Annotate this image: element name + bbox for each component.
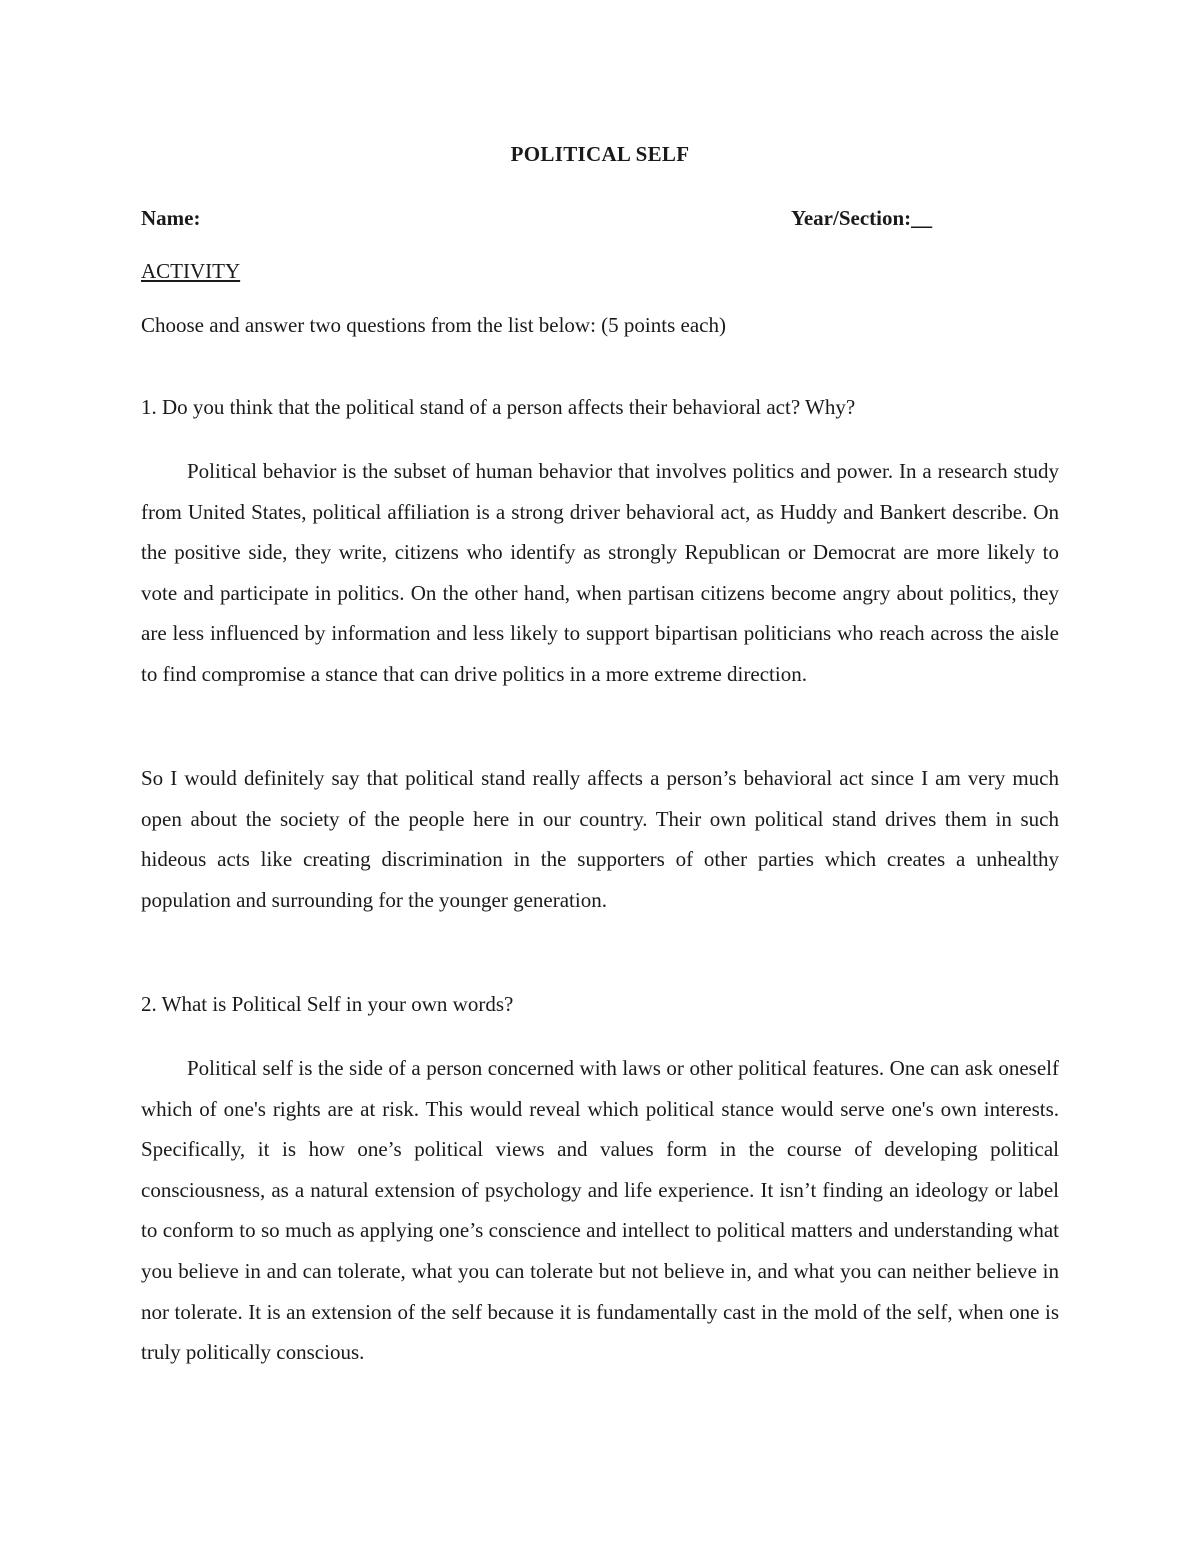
answer-1-paragraph-1: Political behavior is the subset of human behavior that involves politics and power. In a research study from United States, political affiliation is a strong driver behavioral act, as Huddy and Bankert describe. On the positive side, they write, citizens who identify as strongly Republican or Democrat are more likely to vote and participate in politics. On the other hand, when partisan citizens become angry about politics, they are less influenced by information and less likely to support bipartisan politicians who reach across the aisle to find compromise a stance that can drive politics in a more extreme direction.	[141, 459, 1059, 686]
activity-heading: ACTIVITY	[141, 259, 241, 283]
name-label: Name:	[141, 206, 201, 230]
year-section-label: Year/Section:__	[791, 206, 933, 230]
question-1: 1. Do you think that the political stand of a person affects their behavioral act? Why?	[141, 395, 856, 419]
instruction-text: Choose and answer two questions from the list below: (5 points each)	[141, 313, 726, 337]
question-2: 2. What is Political Self in your own words?	[141, 992, 514, 1016]
document-title: POLITICAL SELF	[510, 142, 690, 166]
answer-2-paragraph-1: Political self is the side of a person concerned with laws or other political features. One can ask oneself which of one's rights are at risk. This would reveal which political stance would serve one's own interests. Specifically, it is how one’s political views and values form in the course of developing political consciousness, as a natural extension of psychology and life experience. It isn’t finding an ideology or label to conform to so much as applying one’s conscience and intellect to political matters and understanding what you believe in and can tolerate, what you can tolerate but not believe in, and what you can neither believe in nor tolerate. It is an extension of the self because it is fundamentally cast in the mold of the self, when one is truly politically conscious.	[141, 1056, 1059, 1365]
answer-1-paragraph-2: So I would definitely say that political stand really affects a person’s behavioral act since I am very much open about the society of the people here in our country. Their own political stand drives them in such hideous acts like creating discrimination in the supporters of other parties which creates a unhealthy population and surrounding for the younger generation.	[141, 766, 1059, 912]
